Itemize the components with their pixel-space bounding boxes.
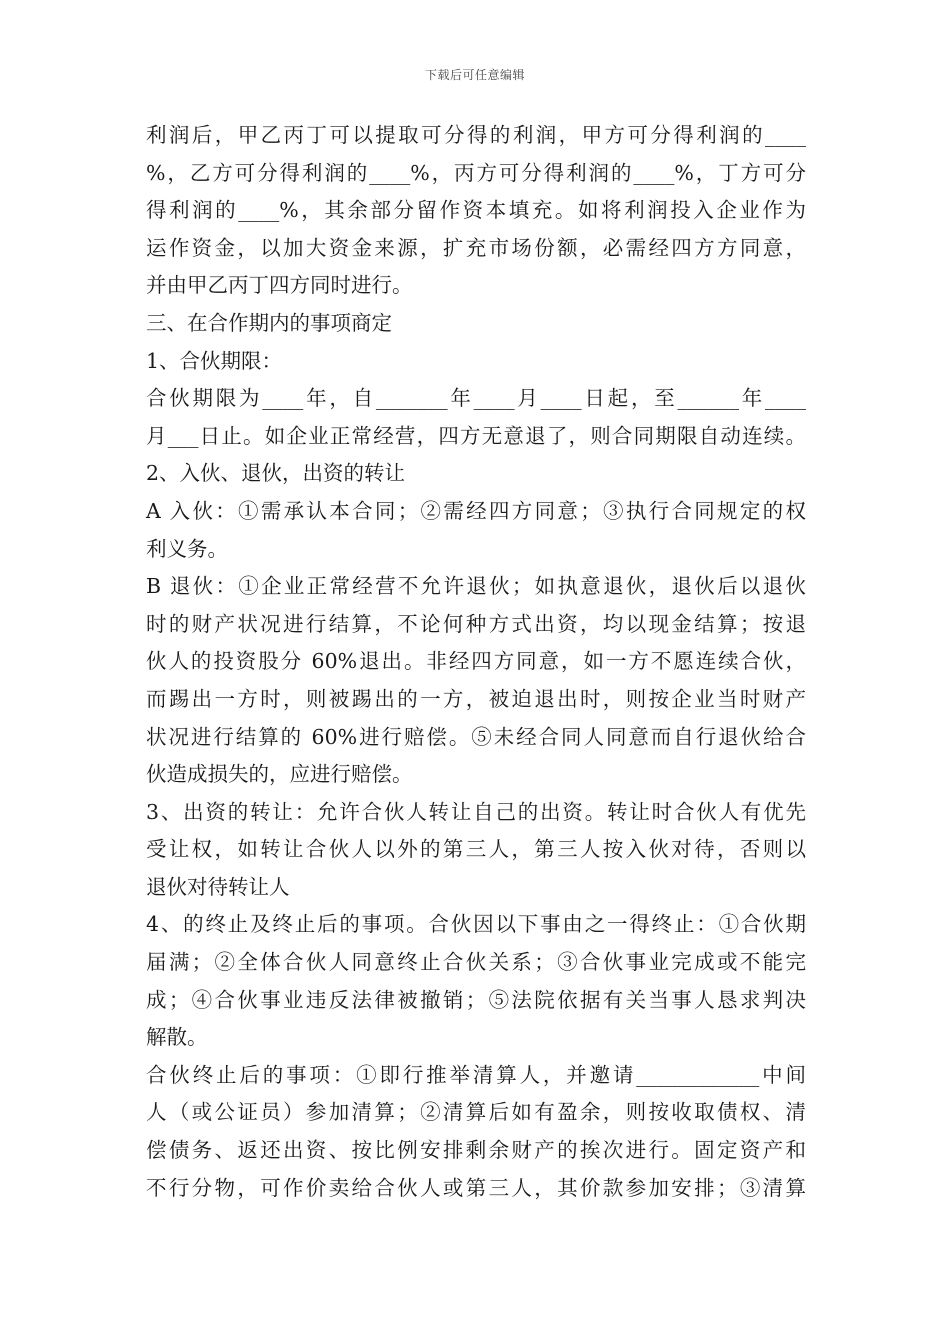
text-line: 解散。	[146, 1025, 208, 1050]
subsection-heading: 2、入伙、退伙，出资的转让	[146, 461, 406, 486]
text-line: 届满；②全体合伙人同意终止合伙关系；③合伙事业完成或不能完	[146, 950, 806, 975]
text-line: 得利润的____%，其余部分留作资本填充。如将利润投入企业作为	[146, 198, 806, 223]
text-line: 受让权，如转让合伙人以外的第三人，第三人按入伙对待，否则以	[146, 837, 806, 862]
text-line: 利义务。	[146, 536, 228, 561]
text-line: A 入伙：①需承认本合同；②需经四方同意；③执行合同规定的权	[146, 498, 806, 523]
text-line: 偿债务、返还出资、按比例安排剩余财产的挨次进行。固定资产和	[146, 1138, 806, 1163]
text-line: 合伙终止后的事项：①即行推举清算人，并邀请____________中间	[146, 1062, 806, 1087]
page-header-note: 下载后可任意编辑	[424, 68, 525, 82]
text-line: B 退伙：①企业正常经营不允许退伙；如执意退伙，退伙后以退伙	[146, 574, 806, 599]
text-line: %，乙方可分得利润的____%，丙方可分得利润的____%，丁方可分	[146, 160, 806, 185]
text-line: 退伙对待转让人	[146, 874, 290, 899]
text-line: 伙造成损失的，应进行赔偿。	[146, 762, 413, 787]
section-heading: 三、在合作期内的事项商定	[146, 310, 392, 335]
text-line: 4、的终止及终止后的事项。合伙因以下事由之一得终止：①合伙期	[146, 912, 806, 937]
text-line: 利润后，甲乙丙丁可以提取可分得的利润，甲方可分得利润的____	[146, 123, 806, 147]
subsection-heading: 1、合伙期限：	[146, 348, 283, 373]
text-line: 人（或公证员）参加清算；②清算后如有盈余，则按收取债权、清	[146, 1100, 806, 1125]
text-line: 3、出资的转让：允许合伙人转让自己的出资。转让时合伙人有优先	[146, 799, 806, 824]
text-line: 成；④合伙事业违反法律被撤销；⑤法院依据有关当事人恳求判决	[146, 987, 806, 1012]
text-line: 并由甲乙丙丁四方同时进行。	[146, 273, 413, 298]
text-line: 运作资金，以加大资金来源，扩充市场份额，必需经四方方同意，	[146, 235, 806, 260]
text-line: 伙人的投资股分 60%退出。非经四方同意，如一方不愿连续合伙，	[146, 649, 806, 674]
text-line: 不行分物，可作价卖给合伙人或第三人，其价款参加安排；③清算	[146, 1175, 806, 1200]
text-line: 时的财产状况进行结算，不论何种方式出资，均以现金结算；按退	[146, 611, 806, 636]
text-line: 状况进行结算的 60%进行赔偿。⑤未经合同人同意而自行退伙给合	[146, 724, 806, 749]
document-body	[146, 117, 806, 1207]
text-line: 而踢出一方时，则被踢出的一方，被迫退出时，则按企业当时财产	[146, 686, 806, 711]
text-line: 合伙期限为____年，自_______年____月____日起，至______年____	[146, 386, 806, 411]
text-line: 月___日止。如企业正常经营，四方无意退了，则合同期限自动连续。	[146, 423, 806, 448]
